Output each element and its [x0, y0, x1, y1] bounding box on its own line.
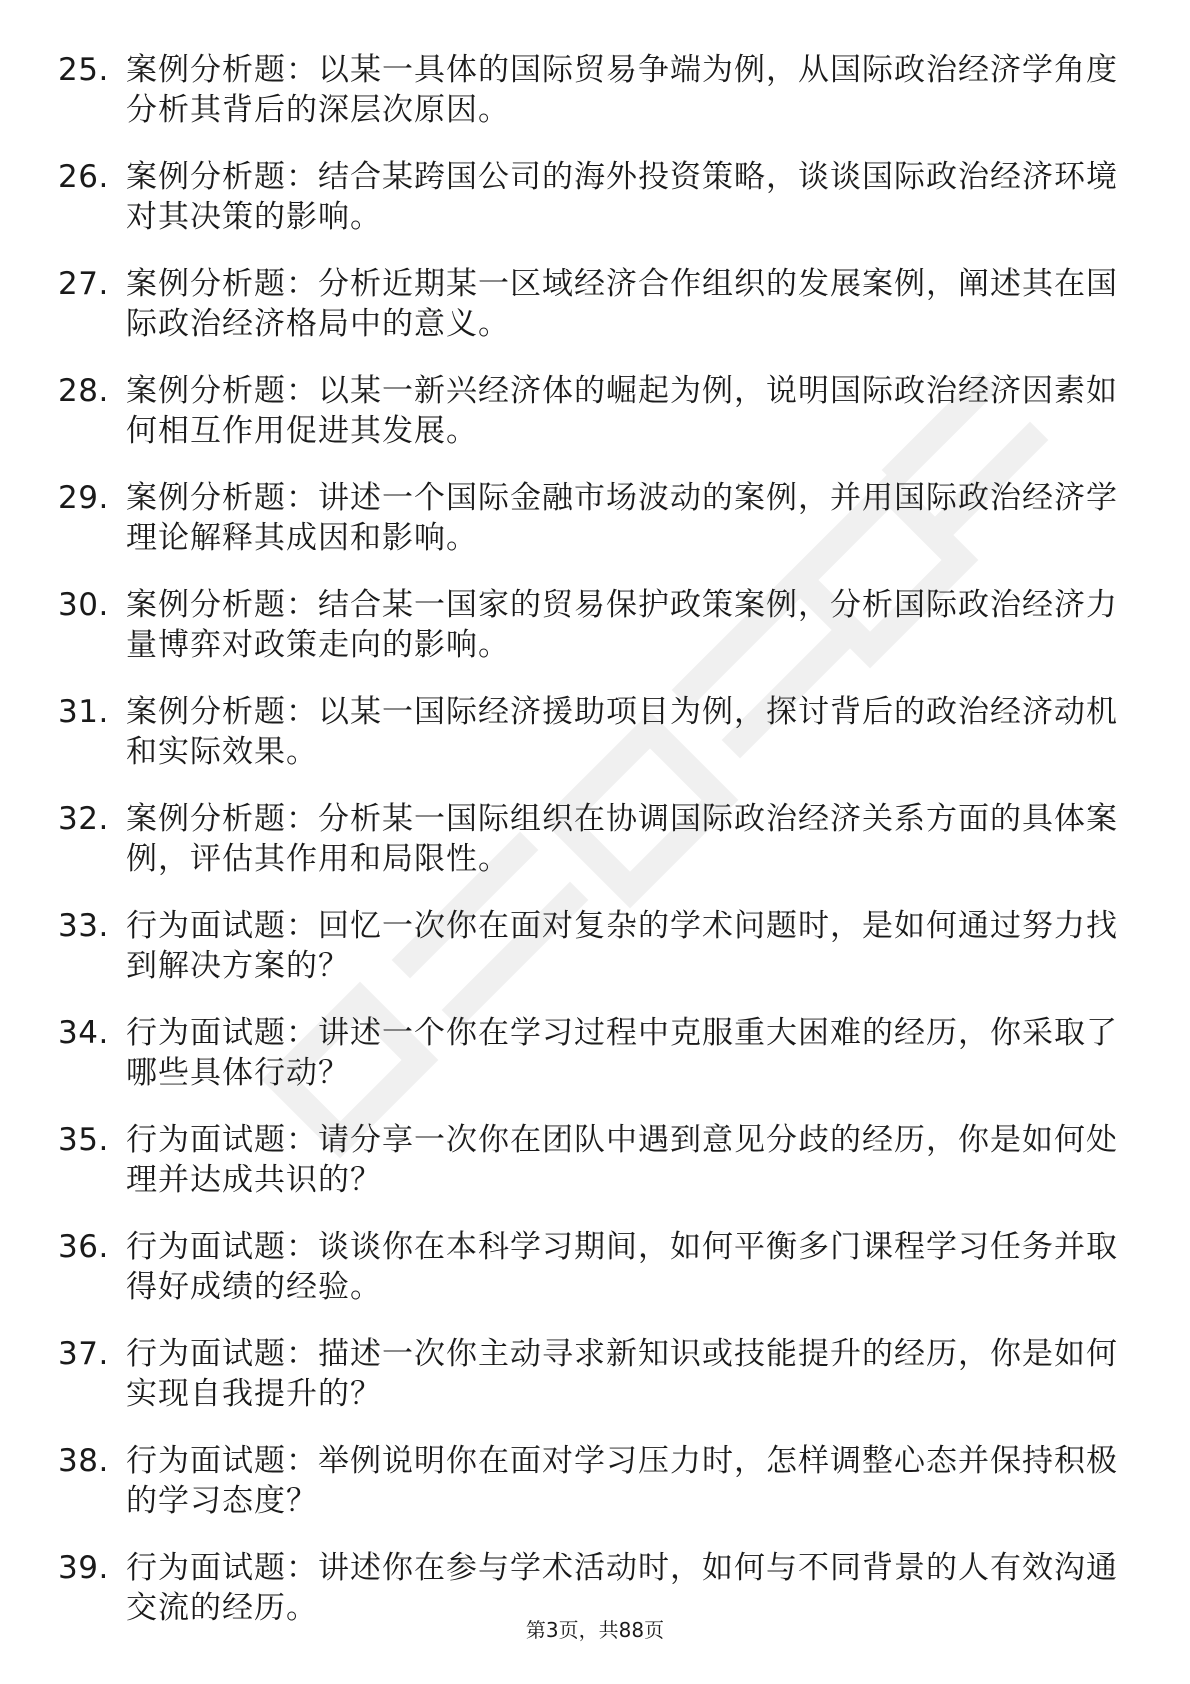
page-indicator: 第3页，共88页 [525, 1618, 665, 1642]
question-category: 行为面试题： [126, 1229, 318, 1265]
question-number: 31. [58, 694, 109, 730]
question-body [126, 371, 1118, 451]
question-number: 26. [58, 159, 109, 195]
question-item [58, 1227, 1118, 1307]
question-item [58, 371, 1118, 451]
question-body [126, 50, 1118, 130]
question-number: 28. [58, 373, 109, 409]
question-text: 请分享一次你在团队中遇到意见分歧的经历，你是如何处理并达成共识的？ [126, 1122, 1118, 1198]
question-body [126, 1120, 1118, 1200]
question-text: 举例说明你在面对学习压力时，怎样调整心态并保持积极的学习态度？ [126, 1443, 1118, 1519]
question-item [58, 799, 1118, 879]
question-category: 案例分析题： [126, 801, 318, 837]
question-category: 案例分析题： [126, 480, 318, 516]
question-number: 29. [58, 480, 109, 516]
question-body [126, 478, 1118, 558]
question-category: 行为面试题： [126, 1015, 318, 1051]
question-text: 分析某一国际组织在协调国际政治经济关系方面的具体案例，评估其作用和局限性。 [126, 801, 1118, 877]
question-item [58, 692, 1118, 772]
question-category: 案例分析题： [126, 159, 318, 195]
question-body [126, 1548, 1118, 1628]
question-text: 谈谈你在本科学习期间，如何平衡多门课程学习任务并取得好成绩的经验。 [126, 1229, 1118, 1305]
question-number: 37. [58, 1336, 109, 1372]
question-category: 案例分析题： [126, 587, 318, 623]
question-text: 讲述一个国际金融市场波动的案例，并用国际政治经济学理论解释其成因和影响。 [126, 480, 1118, 556]
question-item [58, 50, 1118, 130]
question-body [126, 799, 1118, 879]
question-text: 回忆一次你在面对复杂的学术问题时，是如何通过努力找到解决方案的？ [126, 908, 1118, 984]
question-text: 以某一具体的国际贸易争端为例，从国际政治经济学角度分析其背后的深层次原因。 [126, 52, 1118, 128]
question-text: 分析近期某一区域经济合作组织的发展案例，阐述其在国际政治经济格局中的意义。 [126, 266, 1118, 342]
question-body [126, 1334, 1118, 1414]
question-category: 行为面试题： [126, 1443, 318, 1479]
question-body [126, 585, 1118, 665]
question-item [58, 1120, 1118, 1200]
question-item [58, 1548, 1118, 1628]
question-text: 结合某一国家的贸易保护政策案例，分析国际政治经济力量博弈对政策走向的影响。 [126, 587, 1118, 663]
question-number: 27. [58, 266, 109, 302]
question-category: 案例分析题： [126, 52, 318, 88]
question-body [126, 264, 1118, 344]
question-item [58, 264, 1118, 344]
question-category: 行为面试题： [126, 1336, 318, 1372]
question-text: 讲述你在参与学术活动时，如何与不同背景的人有效沟通交流的经历。 [126, 1550, 1118, 1626]
question-text: 结合某跨国公司的海外投资策略，谈谈国际政治经济环境对其决策的影响。 [126, 159, 1118, 235]
question-item [58, 157, 1118, 237]
question-item [58, 478, 1118, 558]
question-item [58, 585, 1118, 665]
question-item [58, 906, 1118, 986]
question-number: 30. [58, 587, 109, 623]
question-category: 行为面试题： [126, 908, 318, 944]
question-body [126, 692, 1118, 772]
question-body [126, 1013, 1118, 1093]
question-text: 讲述一个你在学习过程中克服重大困难的经历，你采取了哪些具体行动？ [126, 1015, 1118, 1091]
question-category: 案例分析题： [126, 266, 318, 302]
question-item [58, 1334, 1118, 1414]
question-body [126, 906, 1118, 986]
question-list [58, 50, 1118, 1655]
question-category: 案例分析题： [126, 694, 318, 730]
question-body [126, 157, 1118, 237]
question-category: 行为面试题： [126, 1550, 318, 1586]
question-number: 34. [58, 1015, 109, 1051]
question-number: 39. [58, 1550, 109, 1586]
question-number: 33. [58, 908, 109, 944]
question-text: 以某一新兴经济体的崛起为例，说明国际政治经济因素如何相互作用促进其发展。 [126, 373, 1118, 449]
question-item [58, 1013, 1118, 1093]
question-number: 25. [58, 52, 109, 88]
question-body [126, 1227, 1118, 1307]
question-category: 行为面试题： [126, 1122, 318, 1158]
question-text: 以某一国际经济援助项目为例，探讨背后的政治经济动机和实际效果。 [126, 694, 1118, 770]
question-number: 32. [58, 801, 109, 837]
question-text: 描述一次你主动寻求新知识或技能提升的经历，你是如何实现自我提升的？ [126, 1336, 1118, 1412]
question-number: 36. [58, 1229, 109, 1265]
question-number: 35. [58, 1122, 109, 1158]
question-category: 案例分析题： [126, 373, 318, 409]
question-body [126, 1441, 1118, 1521]
question-item [58, 1441, 1118, 1521]
question-number: 38. [58, 1443, 109, 1479]
